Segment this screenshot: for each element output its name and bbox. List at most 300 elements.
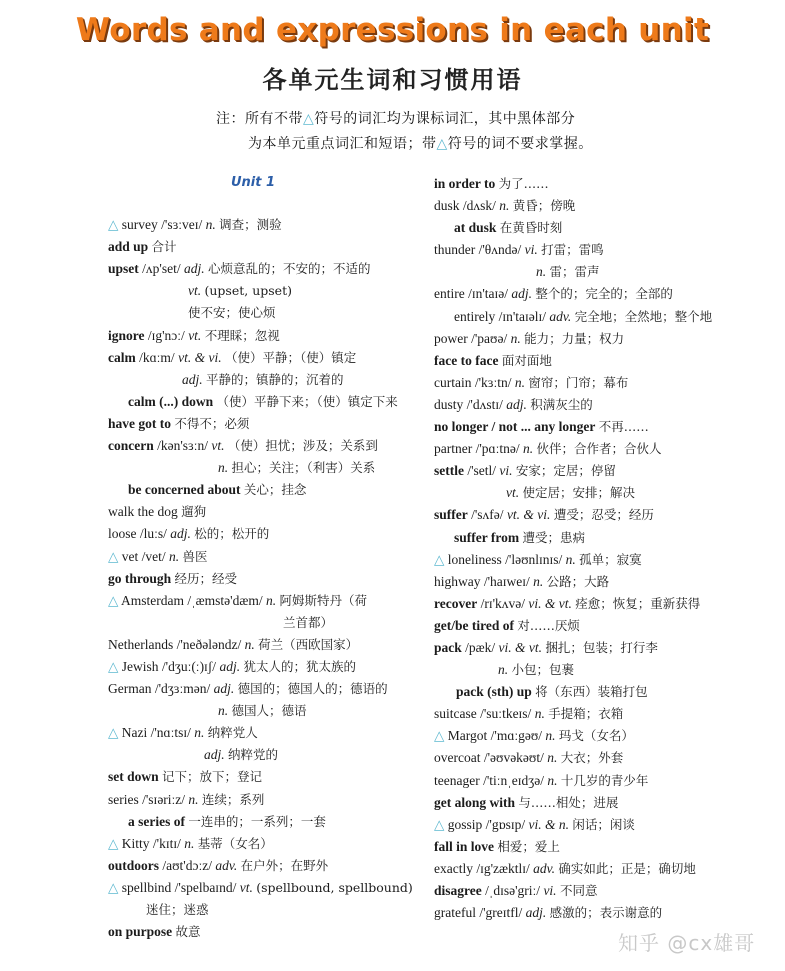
definition: 伙伴；合作者；合伙人 bbox=[536, 441, 662, 457]
vocab-word: pack (sth) up bbox=[456, 684, 532, 700]
vocab-entry bbox=[108, 302, 423, 324]
definition: 确实如此；正是；确切地 bbox=[558, 860, 696, 876]
vocab-entry bbox=[434, 725, 764, 747]
vocab-word: suitcase bbox=[434, 706, 477, 722]
definition: 对……厌烦 bbox=[517, 617, 580, 633]
vocab-list-right bbox=[434, 173, 764, 924]
definition: 阿姆斯特丹（荷 bbox=[279, 592, 367, 608]
vocab-word: survey bbox=[121, 217, 158, 233]
vocab-word: at dusk bbox=[454, 220, 497, 236]
vocab-entry bbox=[434, 350, 764, 372]
part-of-speech: adv. bbox=[533, 860, 556, 876]
vocab-entry bbox=[108, 656, 423, 678]
phonetic: /'ləʊnlɪnɪs/ bbox=[505, 551, 563, 567]
definition: 安家；定居；停留 bbox=[515, 463, 616, 479]
vocab-entry bbox=[108, 546, 423, 568]
vocab-entry bbox=[434, 482, 764, 504]
vocab-entry bbox=[434, 460, 764, 482]
note-line-2-post: 符号的词不要求掌握。 bbox=[447, 136, 593, 152]
vocab-word: be concerned about bbox=[128, 482, 241, 498]
definition: 手提箱；衣箱 bbox=[548, 706, 624, 722]
definition: 孤单；寂寞 bbox=[579, 551, 642, 567]
vocab-word: on purpose bbox=[108, 924, 173, 940]
vocab-entry bbox=[108, 899, 423, 921]
vocab-entry bbox=[434, 637, 764, 659]
vocab-entry bbox=[434, 615, 764, 637]
definition: 面对面地 bbox=[501, 352, 552, 368]
vocab-word: overcoat bbox=[434, 750, 481, 766]
definition: 完全地；全然地；整个地 bbox=[574, 308, 713, 324]
vocab-word: no longer / not ... any longer bbox=[434, 419, 596, 435]
vocab-entry bbox=[434, 549, 764, 571]
vocab-word: vet bbox=[121, 548, 139, 564]
vocab-word: outdoors bbox=[108, 857, 160, 873]
part-of-speech: vi. & vt. bbox=[498, 639, 543, 655]
part-of-speech: n. bbox=[218, 460, 229, 476]
vocab-entry bbox=[434, 306, 764, 328]
part-of-speech: vi. & n. bbox=[528, 816, 570, 832]
triangle-icon: △ bbox=[303, 111, 315, 127]
vocab-word: recover bbox=[434, 595, 478, 611]
part-of-speech: adj. bbox=[213, 681, 235, 697]
definition: 纳粹党的 bbox=[228, 747, 279, 763]
definition: (spellbound, spellbound) bbox=[256, 879, 413, 895]
part-of-speech: vt. bbox=[211, 438, 225, 454]
definition: 不理睬；忽视 bbox=[204, 327, 280, 343]
vocab-entry bbox=[434, 328, 764, 350]
phonetic: /'tiːnˌeɪdʒə/ bbox=[483, 772, 545, 788]
triangle-icon: △ bbox=[434, 728, 445, 745]
definition: 黄昏；傍晚 bbox=[512, 198, 576, 214]
definition: 公路；大路 bbox=[546, 573, 610, 589]
part-of-speech: adj. bbox=[183, 261, 205, 277]
definition: 经历；经受 bbox=[174, 570, 238, 586]
note-line-2 bbox=[248, 133, 593, 153]
definition: 不得不；必须 bbox=[174, 415, 250, 431]
vocab-word: calm (...) down bbox=[128, 393, 214, 409]
vocab-word: exactly bbox=[434, 860, 473, 876]
phonetic: /'θʌndə/ bbox=[478, 242, 522, 258]
definition: 不再…… bbox=[598, 419, 649, 435]
phonetic: /dʌsk/ bbox=[462, 198, 496, 214]
vocab-word: go through bbox=[108, 570, 172, 586]
triangle-icon: △ bbox=[108, 548, 119, 565]
vocab-word: gossip bbox=[447, 816, 483, 832]
vocab-entry bbox=[108, 479, 423, 501]
vocab-entry bbox=[434, 438, 764, 460]
vocab-word: dusty bbox=[434, 396, 464, 412]
phonetic: /rɪ'kʌvə/ bbox=[480, 595, 526, 611]
vocab-entry bbox=[434, 770, 764, 792]
vocab-entry bbox=[108, 921, 423, 943]
part-of-speech: n. bbox=[218, 703, 229, 719]
phonetic: /kən'sɜːn/ bbox=[157, 438, 208, 454]
part-of-speech: n. bbox=[547, 750, 558, 766]
vocab-word: teenager bbox=[434, 772, 480, 788]
vocab-word: entirely bbox=[454, 308, 496, 324]
part-of-speech: n. bbox=[514, 374, 525, 390]
definition: 使不安；使心烦 bbox=[188, 305, 276, 321]
vocab-word: loose bbox=[108, 526, 137, 542]
vocab-word: have got to bbox=[108, 415, 171, 431]
triangle-icon: △ bbox=[436, 136, 448, 152]
vocab-word: settle bbox=[434, 463, 464, 479]
definition: 调查；测验 bbox=[219, 217, 282, 233]
vocab-entry bbox=[108, 214, 423, 236]
vocab-word: fall in love bbox=[434, 838, 494, 854]
definition: 相爱；爱上 bbox=[497, 838, 560, 854]
vocab-entry bbox=[108, 766, 423, 788]
vocab-word: Margot bbox=[447, 728, 488, 744]
vocab-word: ignore bbox=[108, 327, 145, 343]
vocab-word: calm bbox=[108, 349, 136, 365]
vocab-word: German bbox=[108, 681, 152, 697]
definition: 故意 bbox=[175, 924, 201, 940]
vocab-entry bbox=[108, 833, 423, 855]
definition: 小包；包裹 bbox=[511, 662, 575, 678]
vocab-entry bbox=[108, 568, 423, 590]
triangle-icon: △ bbox=[434, 551, 445, 568]
vocab-entry bbox=[108, 634, 423, 656]
definition: 雷；雷声 bbox=[549, 264, 600, 280]
vocab-entry bbox=[434, 593, 764, 615]
note-line-1-post: 符号的词汇均为课标词汇，其中黑体部分 bbox=[314, 111, 576, 127]
definition: 十几岁的青少年 bbox=[560, 772, 649, 788]
definition: 积满灰尘的 bbox=[530, 396, 593, 412]
phonetic: /'dʒɜːmən/ bbox=[154, 681, 211, 697]
part-of-speech: adj. bbox=[170, 526, 191, 542]
part-of-speech: vi. bbox=[543, 883, 557, 898]
definition: 迷住；迷惑 bbox=[146, 902, 209, 917]
part-of-speech: n. bbox=[205, 217, 216, 233]
vocab-word: Nazi bbox=[121, 725, 148, 741]
phonetic: /'suːtkeɪs/ bbox=[480, 706, 532, 722]
part-of-speech: vt. bbox=[506, 485, 520, 501]
definition: 兽医 bbox=[182, 548, 208, 564]
phonetic: /pæk/ bbox=[465, 639, 496, 655]
definition: 不同意 bbox=[559, 883, 598, 898]
phonetic: /luːs/ bbox=[139, 526, 167, 542]
vocab-entry bbox=[108, 612, 423, 634]
phonetic: /'kɜːtn/ bbox=[474, 374, 512, 390]
vocab-word: entire bbox=[434, 286, 465, 302]
definition: 担心；关注；（利害）关系 bbox=[231, 460, 376, 476]
definition: 为了…… bbox=[498, 176, 549, 191]
phonetic: /'sɪəriːz/ bbox=[142, 791, 186, 807]
definition: 使定居；安排；解决 bbox=[522, 485, 636, 501]
vocab-entry bbox=[434, 659, 764, 681]
definition: 德国人；德语 bbox=[231, 703, 307, 719]
vocab-word: in order to bbox=[434, 176, 496, 191]
vocab-word: upset bbox=[108, 261, 139, 277]
definition: 将（东西）装箱打包 bbox=[535, 684, 648, 700]
vocab-entry bbox=[108, 877, 423, 899]
definition: 基蒂（女名） bbox=[197, 835, 273, 851]
part-of-speech: vi. bbox=[524, 242, 538, 258]
vocab-word: Netherlands bbox=[108, 636, 174, 652]
part-of-speech: n. bbox=[522, 441, 534, 457]
vocab-entry bbox=[108, 855, 423, 877]
triangle-icon: △ bbox=[108, 725, 119, 742]
vocab-entry bbox=[108, 325, 423, 347]
part-of-speech: n. bbox=[533, 573, 544, 589]
definition: 整个的；完全的；全部的 bbox=[535, 286, 673, 302]
triangle-icon: △ bbox=[108, 879, 119, 896]
vocab-entry bbox=[434, 283, 764, 305]
definition: 打雷；雷鸣 bbox=[541, 242, 604, 258]
phonetic: /'sʌfə/ bbox=[471, 507, 504, 523]
vocab-entry bbox=[434, 858, 764, 880]
vocab-entry bbox=[434, 239, 764, 261]
vocab-entry bbox=[434, 217, 764, 239]
part-of-speech: n. bbox=[545, 728, 556, 744]
phonetic: /'kɪtɪ/ bbox=[152, 835, 181, 851]
vocab-entry bbox=[434, 836, 764, 858]
note-line-1 bbox=[216, 108, 575, 128]
vocab-word: spellbind bbox=[121, 879, 172, 895]
vocab-word: walk the dog bbox=[108, 504, 178, 520]
definition: 能力；力量；权力 bbox=[524, 330, 625, 346]
part-of-speech: adj. bbox=[204, 747, 225, 763]
vocab-entry bbox=[434, 814, 764, 836]
triangle-icon: △ bbox=[108, 592, 119, 609]
vocab-word: disagree bbox=[434, 883, 482, 898]
vocab-list-left bbox=[108, 214, 423, 943]
definition: （使）担忧；涉及；关系到 bbox=[227, 438, 378, 454]
vocab-word: Jewish bbox=[121, 658, 159, 674]
phonetic: /'gɒsɪp/ bbox=[485, 816, 526, 832]
part-of-speech: adv. bbox=[549, 308, 572, 324]
part-of-speech: adj. bbox=[506, 396, 527, 412]
phonetic: /ɪg'nɔː/ bbox=[147, 327, 185, 343]
vocab-entry bbox=[434, 416, 764, 438]
page-title-english: Words and expressions in each unit bbox=[75, 12, 710, 48]
part-of-speech: n. bbox=[184, 835, 195, 851]
vocab-entry bbox=[434, 372, 764, 394]
phonetic: /'setl/ bbox=[467, 463, 497, 479]
vocab-word: suffer from bbox=[454, 529, 520, 545]
definition: （使）平静；（使）镇定 bbox=[224, 349, 357, 365]
part-of-speech: n. bbox=[499, 198, 510, 214]
definition: 在户外；在野外 bbox=[240, 857, 329, 873]
phonetic: /'mɑːgəʊ/ bbox=[490, 728, 543, 744]
vocab-word: set down bbox=[108, 769, 159, 785]
phonetic: /'əʊvəkəʊt/ bbox=[483, 750, 544, 766]
vocab-entry bbox=[108, 413, 423, 435]
vocab-entry bbox=[108, 501, 423, 523]
phonetic: /'spelbaɪnd/ bbox=[174, 879, 237, 895]
vocab-entry bbox=[108, 700, 423, 722]
phonetic: /'dʌstɪ/ bbox=[466, 396, 503, 412]
vocab-word: Kitty bbox=[121, 835, 150, 851]
vocab-entry bbox=[108, 435, 423, 457]
phonetic: /aʊt'dɔːz/ bbox=[162, 857, 212, 873]
part-of-speech: vi. bbox=[499, 463, 513, 479]
definition: 闲话；闲谈 bbox=[572, 816, 635, 832]
vocab-entry bbox=[108, 590, 423, 612]
part-of-speech: n. bbox=[536, 264, 547, 280]
triangle-icon: △ bbox=[108, 217, 119, 234]
part-of-speech: adj. bbox=[219, 658, 241, 674]
definition: 兰首都） bbox=[283, 614, 334, 630]
vocab-entry bbox=[434, 504, 764, 526]
definition: 大衣；外套 bbox=[560, 750, 624, 766]
vocab-entry bbox=[434, 747, 764, 769]
vocab-entry bbox=[108, 722, 423, 744]
vocab-word: thunder bbox=[434, 242, 476, 258]
triangle-icon: △ bbox=[108, 658, 119, 675]
part-of-speech: n. bbox=[244, 636, 255, 652]
definition: 荷兰（西欧国家） bbox=[258, 636, 359, 652]
vocab-entry bbox=[434, 261, 764, 283]
definition: 感激的；表示谢意的 bbox=[549, 905, 663, 921]
part-of-speech: vt. bbox=[188, 327, 202, 343]
phonetic: /ɪg'zæktlɪ/ bbox=[476, 860, 530, 876]
part-of-speech: vt. bbox=[188, 283, 202, 299]
part-of-speech: adj. bbox=[525, 905, 547, 921]
part-of-speech: adj. bbox=[182, 371, 203, 387]
vocab-word: partner bbox=[434, 441, 473, 457]
part-of-speech: n. bbox=[534, 706, 545, 722]
page-title-chinese: 各单元生词和习惯用语 bbox=[262, 65, 523, 94]
vocab-entry bbox=[108, 280, 423, 302]
vocab-entry bbox=[434, 880, 764, 902]
part-of-speech: adv. bbox=[215, 857, 238, 873]
vocab-word: face to face bbox=[434, 352, 499, 368]
part-of-speech: vt. bbox=[239, 879, 253, 895]
phonetic: /'sɜːveɪ/ bbox=[161, 217, 203, 233]
definition: (upset, upset) bbox=[204, 283, 292, 299]
vocab-entry bbox=[108, 391, 423, 413]
vocab-word: suffer bbox=[434, 507, 468, 523]
vocab-word: highway bbox=[434, 573, 481, 589]
vocab-entry bbox=[108, 236, 423, 258]
definition: 捆扎；包装；打行李 bbox=[545, 639, 658, 655]
phonetic: /'neðələndz/ bbox=[176, 636, 242, 652]
phonetic: /ˌdɪsə'griː/ bbox=[485, 883, 541, 898]
definition: 德国的；德国人的；德语的 bbox=[237, 681, 388, 697]
vocab-word: add up bbox=[108, 239, 149, 255]
vocab-entry bbox=[108, 789, 423, 811]
vocab-word: grateful bbox=[434, 905, 476, 921]
vocab-word: get along with bbox=[434, 794, 515, 810]
vocab-entry bbox=[108, 258, 423, 280]
definition: 遛狗 bbox=[181, 504, 207, 520]
phonetic: /ˌæmstə'dæm/ bbox=[187, 592, 263, 608]
definition: 玛戈（女名） bbox=[558, 728, 634, 744]
definition: 记下；放下；登记 bbox=[162, 769, 263, 785]
definition: 纳粹党人 bbox=[207, 725, 258, 741]
phonetic: /'dʒuː(ː)ɪʃ/ bbox=[161, 658, 217, 674]
vocab-entry bbox=[108, 347, 423, 369]
phonetic: /kɑːm/ bbox=[139, 349, 175, 365]
vocab-word: curtain bbox=[434, 374, 472, 390]
part-of-speech: vt. & vi. bbox=[178, 349, 222, 365]
phonetic: /'haɪweɪ/ bbox=[483, 573, 530, 589]
definition: 遭受；忍受；经历 bbox=[553, 507, 654, 523]
vocab-entry bbox=[108, 744, 423, 766]
vocab-entry bbox=[108, 811, 423, 833]
definition: 遭受；患病 bbox=[522, 529, 585, 545]
vocab-entry bbox=[434, 394, 764, 416]
part-of-speech: n. bbox=[565, 551, 576, 567]
vocab-entry bbox=[108, 523, 423, 545]
phonetic: /'paʊə/ bbox=[471, 330, 508, 346]
vocab-entry bbox=[434, 527, 764, 549]
part-of-speech: n. bbox=[547, 772, 558, 788]
phonetic: /'greɪtfl/ bbox=[479, 905, 523, 921]
vocab-word: get/be tired of bbox=[434, 617, 514, 633]
definition: 连续；系列 bbox=[201, 791, 265, 807]
vocab-entry bbox=[434, 703, 764, 725]
part-of-speech: vi. & vt. bbox=[528, 595, 572, 611]
vocab-entry bbox=[108, 457, 423, 479]
phonetic: /ʌp'set/ bbox=[142, 261, 181, 277]
phonetic: /'nɑːtsɪ/ bbox=[150, 725, 191, 741]
vocab-word: series bbox=[108, 791, 139, 807]
part-of-speech: n. bbox=[498, 662, 509, 678]
definition: （使）平静下来；（使）镇定下来 bbox=[216, 393, 398, 409]
definition: 痊愈；恢复；重新获得 bbox=[575, 595, 701, 611]
note-line-2-pre: 为本单元重点词汇和短语；带 bbox=[248, 136, 437, 152]
definition: 窗帘；门帘；幕布 bbox=[528, 374, 629, 390]
vocab-entry bbox=[434, 195, 764, 217]
vocab-column-right bbox=[434, 173, 764, 924]
vocab-entry bbox=[434, 902, 764, 924]
vocab-entry bbox=[108, 678, 423, 700]
vocab-word: Amsterdam bbox=[121, 592, 185, 608]
vocab-entry bbox=[434, 173, 764, 195]
unit-heading: Unit 1 bbox=[230, 175, 276, 190]
vocab-word: a series of bbox=[128, 813, 185, 829]
definition: 在黄昏时刻 bbox=[499, 220, 563, 236]
triangle-icon: △ bbox=[434, 816, 445, 833]
definition: 与……相处；进展 bbox=[518, 794, 619, 810]
part-of-speech: adj. bbox=[511, 286, 533, 302]
vocab-word: pack bbox=[434, 639, 462, 655]
definition: 犹太人的；犹太族的 bbox=[243, 658, 356, 674]
vocab-word: loneliness bbox=[447, 551, 502, 567]
part-of-speech: n. bbox=[265, 592, 277, 608]
part-of-speech: n. bbox=[194, 725, 205, 741]
note-line-1-pre: 注：所有不带 bbox=[216, 111, 303, 127]
part-of-speech: n. bbox=[510, 330, 521, 346]
vocab-word: power bbox=[434, 330, 468, 346]
definition: 心烦意乱的；不安的；不适的 bbox=[207, 261, 371, 277]
phonetic: /vet/ bbox=[141, 548, 166, 564]
triangle-icon: △ bbox=[108, 835, 119, 852]
watermark: 知乎 @cx雄哥 bbox=[618, 931, 756, 955]
vocab-entry bbox=[434, 792, 764, 814]
definition: 平静的；镇静的；沉着的 bbox=[206, 371, 344, 387]
definition: 一连串的；一系列；一套 bbox=[188, 813, 326, 829]
definition: 合计 bbox=[151, 239, 177, 255]
part-of-speech: n. bbox=[169, 548, 180, 564]
phonetic: /ɪn'taɪəlɪ/ bbox=[498, 308, 547, 324]
vocab-entry bbox=[434, 681, 764, 703]
phonetic: /ɪn'taɪə/ bbox=[468, 286, 509, 302]
phonetic: /'pɑːtnə/ bbox=[475, 441, 520, 457]
vocab-entry bbox=[434, 571, 764, 593]
vocab-word: dusk bbox=[434, 198, 460, 214]
vocab-column-left bbox=[108, 170, 423, 943]
part-of-speech: vt. & vi. bbox=[506, 507, 551, 523]
definition: 关心；挂念 bbox=[243, 482, 307, 498]
definition: 松的；松开的 bbox=[194, 526, 270, 542]
part-of-speech: n. bbox=[188, 791, 199, 807]
vocab-entry bbox=[108, 369, 423, 391]
vocab-word: concern bbox=[108, 438, 154, 454]
